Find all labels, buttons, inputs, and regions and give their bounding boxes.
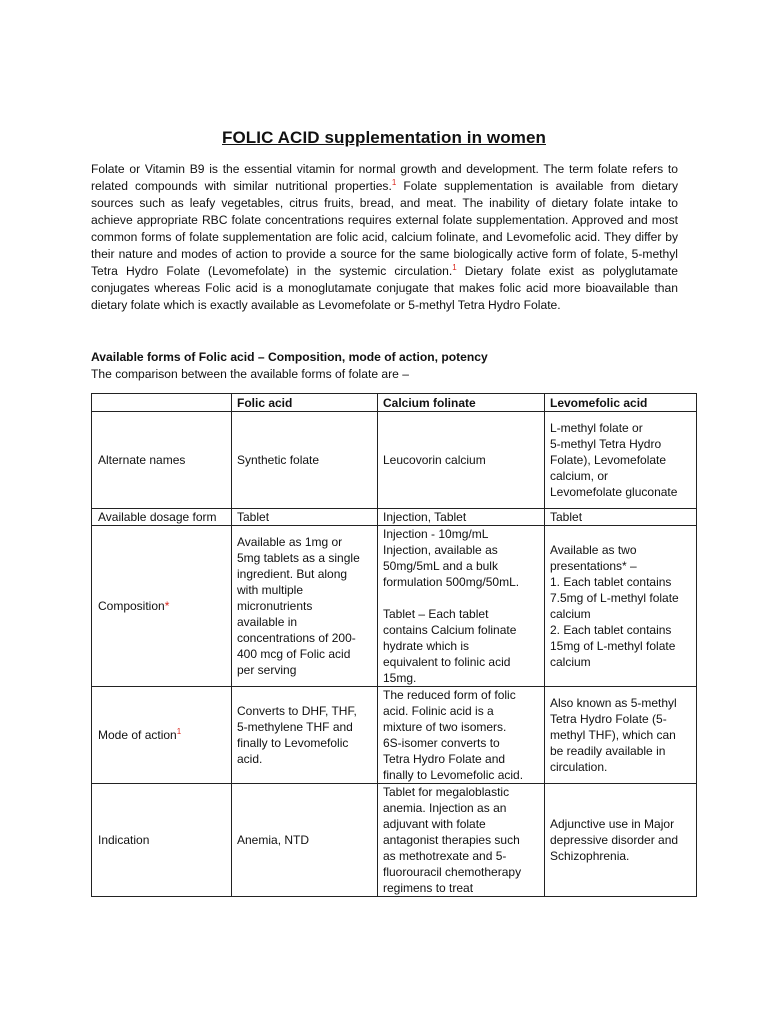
intro-paragraph [91, 161, 678, 314]
table-row-dosage-form [92, 509, 697, 526]
table-header-corner [92, 394, 232, 412]
row-label-text: Indication [98, 833, 150, 847]
cell-levomefolic-acid: Also known as 5-methyl Tetra Hydro Folate (5- methyl THF), which can be readily available in circulation. [545, 687, 697, 784]
table-row-indication [92, 784, 697, 897]
cell-levomefolic-acid: Adjunctive use in Major depressive disorder and Schizophrenia. [545, 784, 697, 897]
table-header-row [92, 394, 697, 412]
reference-marker: 1 [391, 177, 397, 187]
cell-levomefolic-acid: L-methyl folate or 5-methyl Tetra Hydro Folate), Levomefolate calcium, or Levomefolate gluconate [545, 412, 697, 509]
cell-calcium-folinate: Leucovorin calcium [378, 412, 545, 509]
intro-text-part-3: Dietary folate exist as polyglutamate conjugates whereas Folic acid is a monoglutamate conjugate that makes folic acid more bioavailable than dietary folate which is exactly available as Levomefolate or 5-methyl Tetra Hydro Folate. [91, 264, 678, 312]
cell-folic-acid: Converts to DHF, THF, 5-methylene THF and finally to Levomefolic acid. [232, 687, 378, 784]
row-label [92, 509, 232, 526]
intro-text-part-2: Folate supplementation is available from dietary sources such as leafy vegetables, citrus fruits, bread, and meat. The inability of dietary folate intake to achieve appropriate RBC folate concentrations requires external folate supplementation. Approved and most common forms of folate supplementation are folic acid, calcium folinate, and Levomefolic acid. They differ by their nature and modes of action to provide a source for the same biologically active form of folate, 5-methyl Tetra Hydro Folate (Levomefolate) in the systemic circulation. [91, 179, 678, 278]
row-label-text: Available dosage form [98, 510, 217, 524]
table-row-composition [92, 526, 697, 687]
table-row-mode-of-action [92, 687, 697, 784]
cell-calcium-folinate: Injection - 10mg/mL Injection, available as 50mg/5mL and a bulk formulation 500mg/50mL. Tablet – Each tablet contains Calcium folinate hydrate which is equivalent to folinic acid 15mg. [378, 526, 545, 687]
row-label-text: Composition [98, 599, 165, 613]
section-subheading: The comparison between the available forms of folate are – [91, 367, 409, 381]
table-header-folic-acid: Folic acid [232, 394, 378, 412]
cell-calcium-folinate: The reduced form of folic acid. Folinic acid is a mixture of two isomers. 6S-isomer converts to Tetra Hydro Folate and finally to Levomefolic acid. [378, 687, 545, 784]
row-label [92, 412, 232, 509]
row-label-text: Mode of action [98, 728, 177, 742]
row-label-text: Alternate names [98, 453, 186, 467]
table-header-calcium-folinate: Calcium folinate [378, 394, 545, 412]
cell-levomefolic-acid: Available as two presentations* – 1. Each tablet contains 7.5mg of L-methyl folate calcium 2. Each tablet contains 15mg of L-methyl folate calcium [545, 526, 697, 687]
cell-folic-acid: Tablet [232, 509, 378, 526]
cell-calcium-folinate: Injection, Tablet [378, 509, 545, 526]
table-header-levomefolic-acid: Levomefolic acid [545, 394, 697, 412]
page-title: FOLIC ACID supplementation in women [222, 128, 546, 147]
asterisk-marker: * [164, 599, 170, 613]
row-label [92, 784, 232, 897]
cell-folic-acid: Available as 1mg or 5mg tablets as a single ingredient. But along with multiple micronutrients available in concentrations of 200- 400 mcg of Folic acid per serving [232, 526, 378, 687]
cell-calcium-folinate: Tablet for megaloblastic anemia. Injection as an adjuvant with folate antagonist therapies such as methotrexate and 5- fluorouracil chemotherapy regimens to treat [378, 784, 545, 897]
cell-folic-acid: Synthetic folate [232, 412, 378, 509]
cell-levomefolic-acid: Tablet [545, 509, 697, 526]
row-label [92, 687, 232, 784]
reference-marker: 1 [176, 727, 182, 736]
table-row-alternate-names [92, 412, 697, 509]
reference-marker: 1 [452, 262, 457, 272]
section-heading: Available forms of Folic acid – Composition, mode of action, potency [91, 350, 488, 364]
cell-folic-acid: Anemia, NTD [232, 784, 378, 897]
row-label [92, 526, 232, 687]
intro-text-part-1: Folate or Vitamin B9 is the essential vitamin for normal growth and development. The term folate refers to related compounds with similar nutritional properties. [91, 162, 678, 193]
comparison-table [91, 393, 697, 897]
